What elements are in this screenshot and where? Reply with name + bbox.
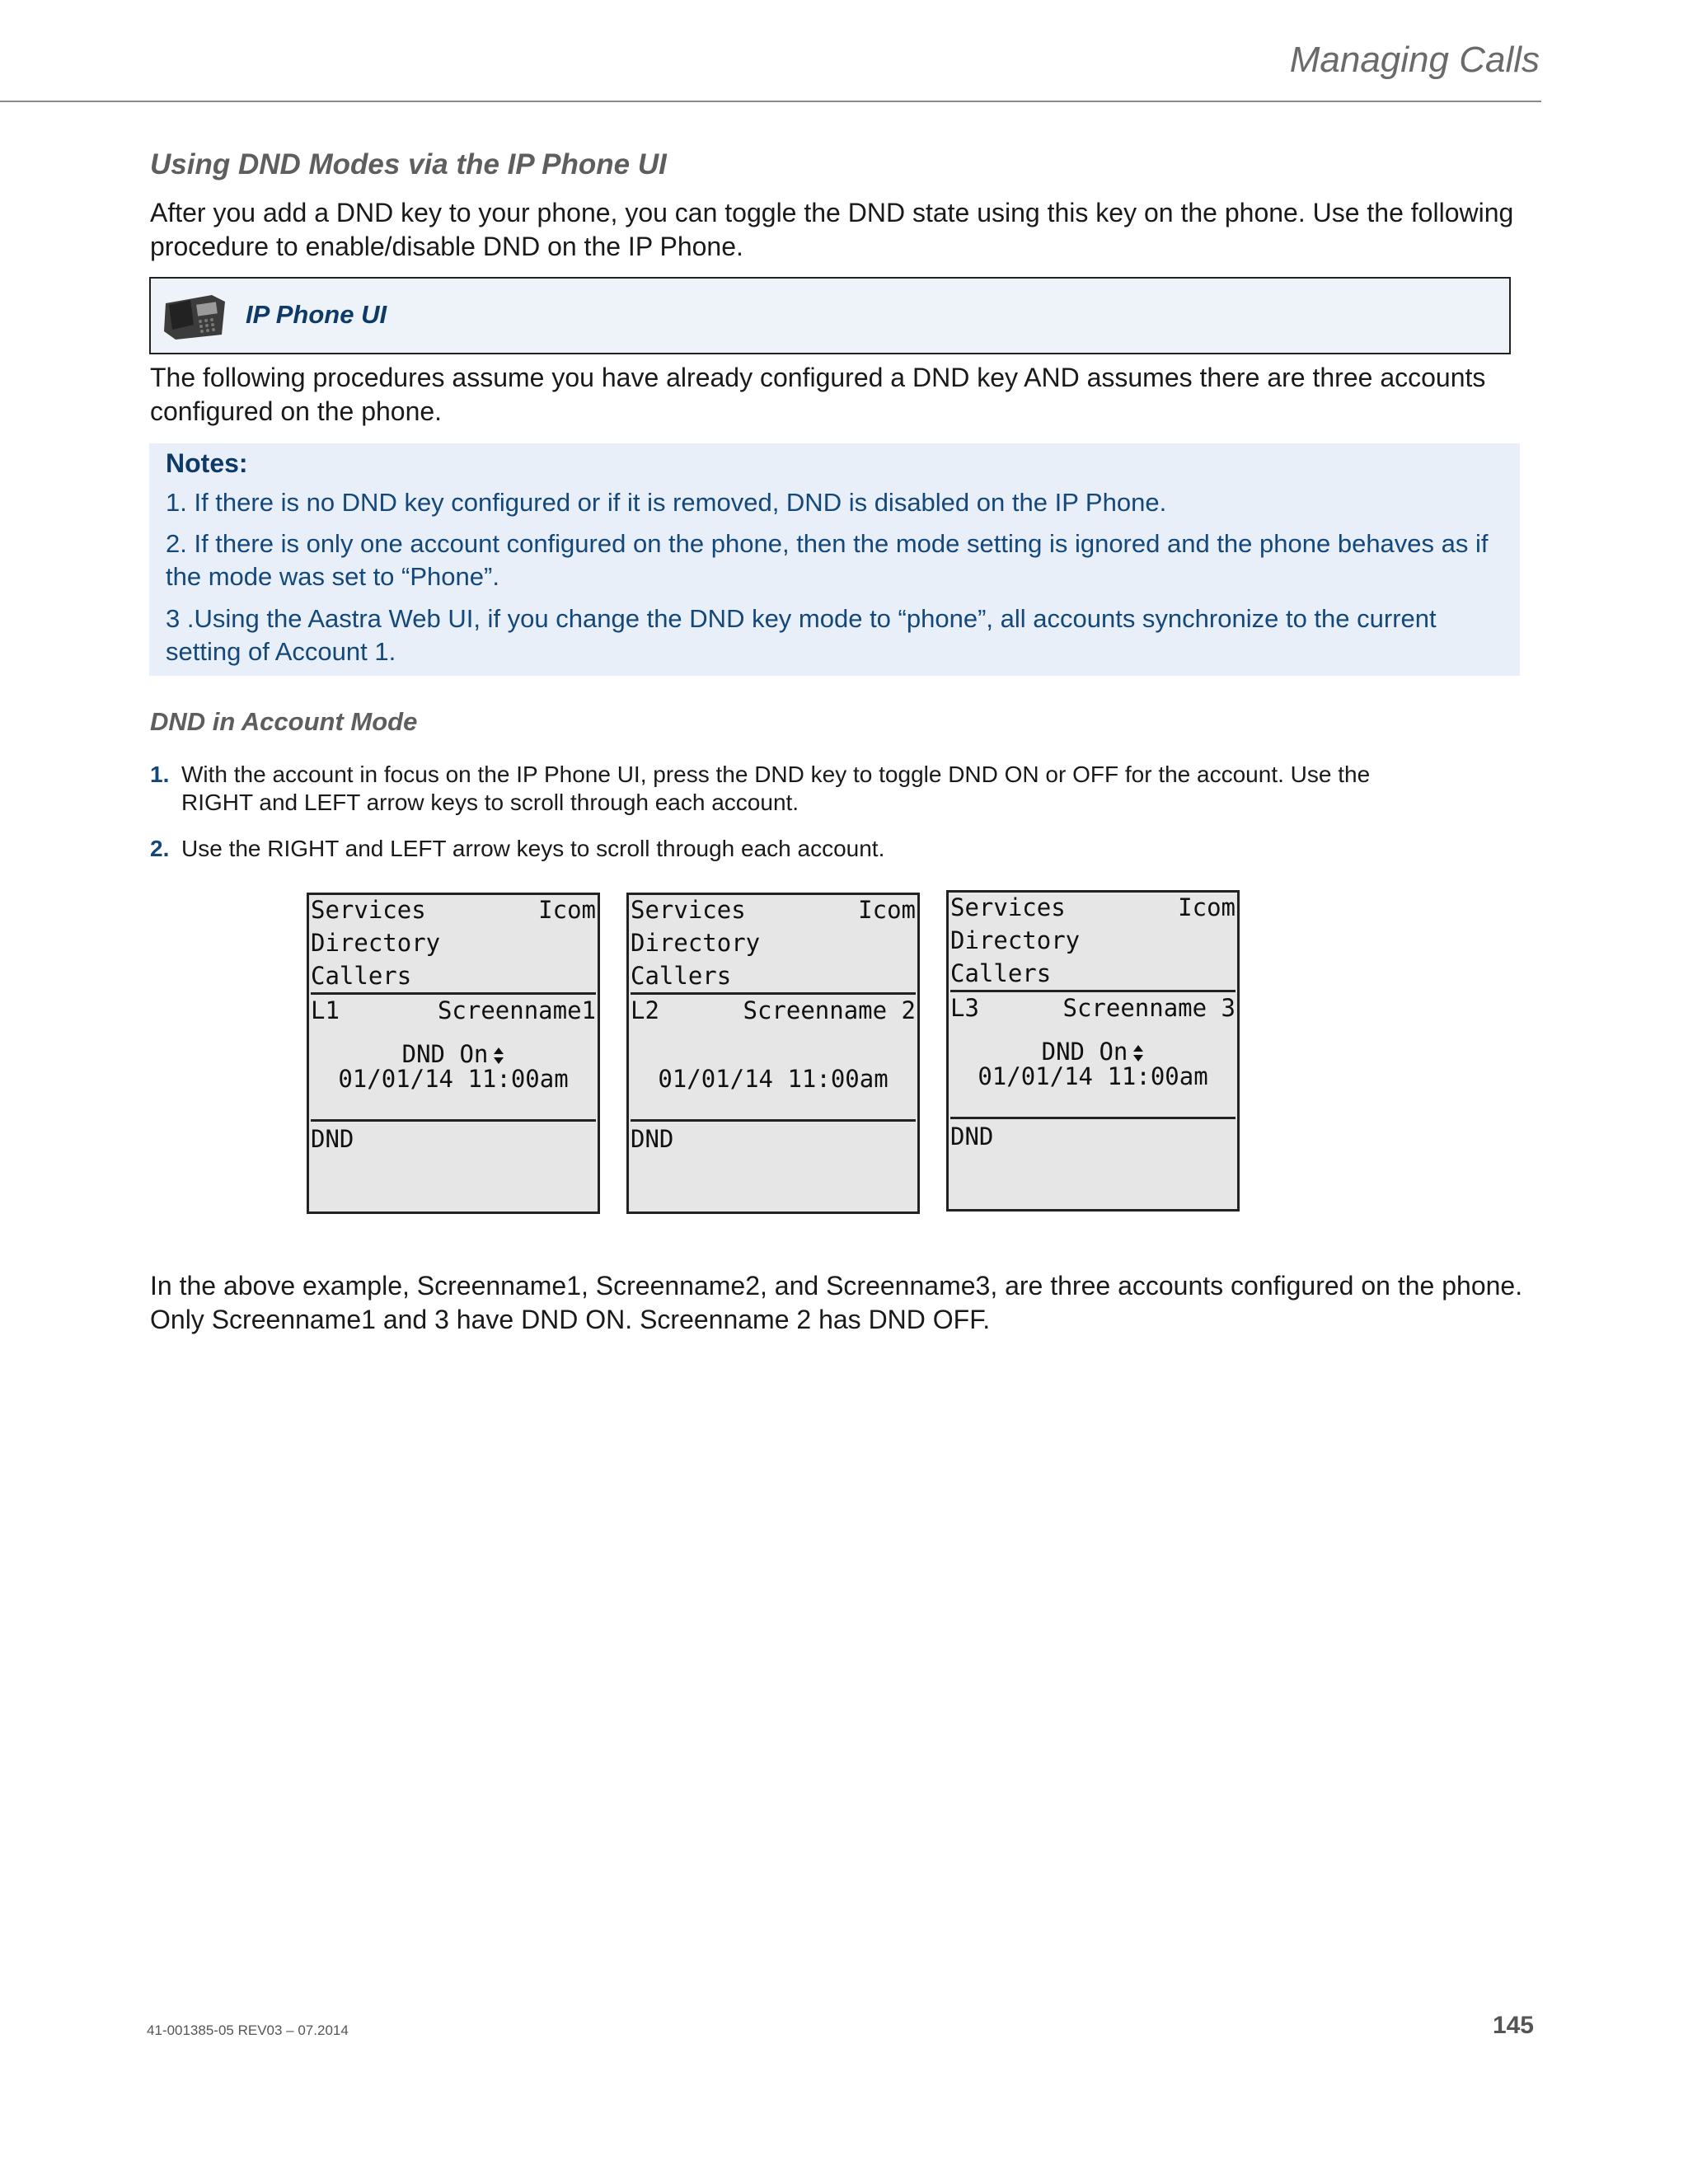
step-number: 2. <box>150 836 170 861</box>
up-down-arrow-icon <box>493 1047 504 1065</box>
callers-label: Callers <box>311 962 412 990</box>
callers-label: Callers <box>631 962 732 990</box>
datetime: 01/01/14 11:00am <box>978 1062 1208 1090</box>
note-item: 1. If there is no DND key configured or if it is removed, DND is disabled on the IP Phone. <box>166 488 1167 517</box>
phone-screen-l1 <box>307 893 600 1214</box>
ip-phone-ui-banner <box>149 277 1511 354</box>
screen-divider <box>950 990 1236 992</box>
dnd-status-line <box>309 1042 598 1066</box>
screen-divider <box>311 1119 596 1122</box>
phone-screen-l3 <box>946 890 1240 1212</box>
page-header-title: Managing Calls <box>1289 40 1540 80</box>
dnd-softkey: DND <box>311 1125 354 1153</box>
assumption-paragraph: The following procedures assume you have already configured a DND key AND assumes there are three accounts configured on the phone. <box>150 363 1486 426</box>
icom-label: Icom <box>1178 893 1236 921</box>
screen-divider <box>311 992 596 995</box>
directory-label: Directory <box>950 926 1081 954</box>
document-code: 41-001385-05 REV03 – 07.2014 <box>147 2022 349 2038</box>
procedure-step <box>150 761 1403 817</box>
line-label: L3 <box>950 994 979 1022</box>
note-item: 3 .Using the Aastra Web UI, if you change the DND key mode to “phone”, all accounts synchronize to the current setting of Account 1. <box>166 604 1437 666</box>
step-number: 1. <box>150 762 170 787</box>
notes-box <box>149 443 1520 676</box>
icom-label: Icom <box>858 896 916 924</box>
step-text: Use the RIGHT and LEFT arrow keys to scroll through each account. <box>181 836 885 861</box>
intro-paragraph: After you add a DND key to your phone, you can toggle the DND state using this key on the phone. Use the following procedure to enable/disable DND on the IP Phone. <box>150 198 1514 261</box>
dnd-softkey: DND <box>631 1125 674 1153</box>
services-label: Services <box>311 896 426 924</box>
screenname-label: Screenname 2 <box>743 996 916 1024</box>
directory-label: Directory <box>311 929 441 957</box>
datetime: 01/01/14 11:00am <box>338 1065 569 1093</box>
dnd-status-line <box>949 1039 1237 1064</box>
callers-label: Callers <box>950 959 1052 987</box>
screen-divider <box>631 992 916 995</box>
directory-label: Directory <box>631 929 761 957</box>
screenname-label: Screenname1 <box>437 996 596 1024</box>
services-label: Services <box>631 896 746 924</box>
header-divider <box>0 101 1541 102</box>
screen-divider <box>631 1119 916 1122</box>
icom-label: Icom <box>538 896 596 924</box>
sub-heading: DND in Account Mode <box>150 707 418 736</box>
dnd-status: DND On <box>1041 1038 1128 1066</box>
screen-divider <box>950 1117 1236 1119</box>
line-label: L1 <box>311 996 340 1024</box>
desk-phone-icon <box>161 292 228 341</box>
services-label: Services <box>950 893 1066 921</box>
dnd-status: DND On <box>401 1040 489 1068</box>
screenname-label: Screenname 3 <box>1062 994 1236 1022</box>
step-text: With the account in focus on the IP Phone UI, press the DND key to toggle DND ON or OFF for the account. Use the RIGHT and LEFT arrow keys to scroll through each account. <box>181 762 1371 815</box>
ip-phone-ui-label: IP Phone UI <box>246 300 387 329</box>
page-number: 145 <box>1492 2012 1534 2039</box>
conclusion-paragraph: In the above example, Screenname1, Screenname2, and Screenname3, are three accounts configured on the phone. Only Screenname1 and 3 have DND ON. Screenname 2 has DND OFF. <box>150 1271 1523 1334</box>
phone-screen-l2 <box>626 893 920 1214</box>
procedure-step <box>150 835 1403 863</box>
line-label: L2 <box>631 996 659 1024</box>
notes-title: Notes: <box>166 448 248 478</box>
datetime: 01/01/14 11:00am <box>658 1065 889 1093</box>
dnd-softkey: DND <box>950 1122 994 1151</box>
up-down-arrow-icon <box>1132 1044 1144 1062</box>
section-heading: Using DND Modes via the IP Phone UI <box>150 148 667 180</box>
note-item: 2. If there is only one account configured on the phone, then the mode setting is ignored and the phone behaves as if the mode was set to “Phone”. <box>166 529 1489 591</box>
